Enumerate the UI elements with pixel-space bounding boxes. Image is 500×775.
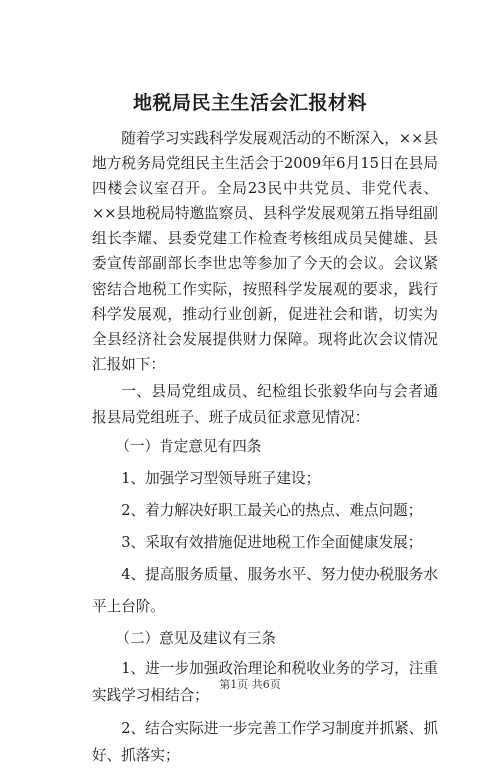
subsection-one-heading: （一）肯定意见有四条 [115,437,262,455]
affirmed-item: 3、采取有效措施促进地税工作全面健康发展； [121,533,423,551]
affirmed-item: 4、提高服务质量、服务水平、努力使办税服务水平上台阶。 [92,565,438,615]
document-title: 地税局民主生活会汇报材料 [132,92,367,114]
intro-paragraph: 随着学习实践科学发展观活动的不断深入，××县地方税务局党组民主生活会于2009年6月15日在县局四楼会议室召开。全局23民中共党员、非党代表、××县地税局特邀监察员、县科学发展观第五指导组副组长李耀、县委党建工作检查考核组成员吴健雄、县委宣传部副部长李世忠等参加了今天的会议。会议紧密结合地税工作实际，按照科学发展观的要求，践行科学发展观，推动行业创新，促进社会和谐，切实为全县经济社会发展提供财力保障。现将此次会议情况汇报如下： [92,130,438,373]
page-footer: 第1页 共6页 [219,678,281,691]
suggestion-item: 1、进一步加强政治理论和税收业务的学习，注重实践学习相结合； [92,659,438,704]
affirmed-item: 1、加强学习型领导班子建设； [121,469,321,487]
subsection-two-heading: （二）意见及建议有三条 [115,629,276,647]
affirmed-item: 2、着力解决好职工最关心的热点、难点问题； [121,501,423,519]
suggestion-item: 2、结合实际进一步完善工作学习制度并抓紧、抓好、抓落实； [92,719,438,764]
section-one-paragraph: 一、县局党组成员、纪检组长张毅华向与会者通报县局党组班子、班子成员征求意见情况： [92,382,438,426]
